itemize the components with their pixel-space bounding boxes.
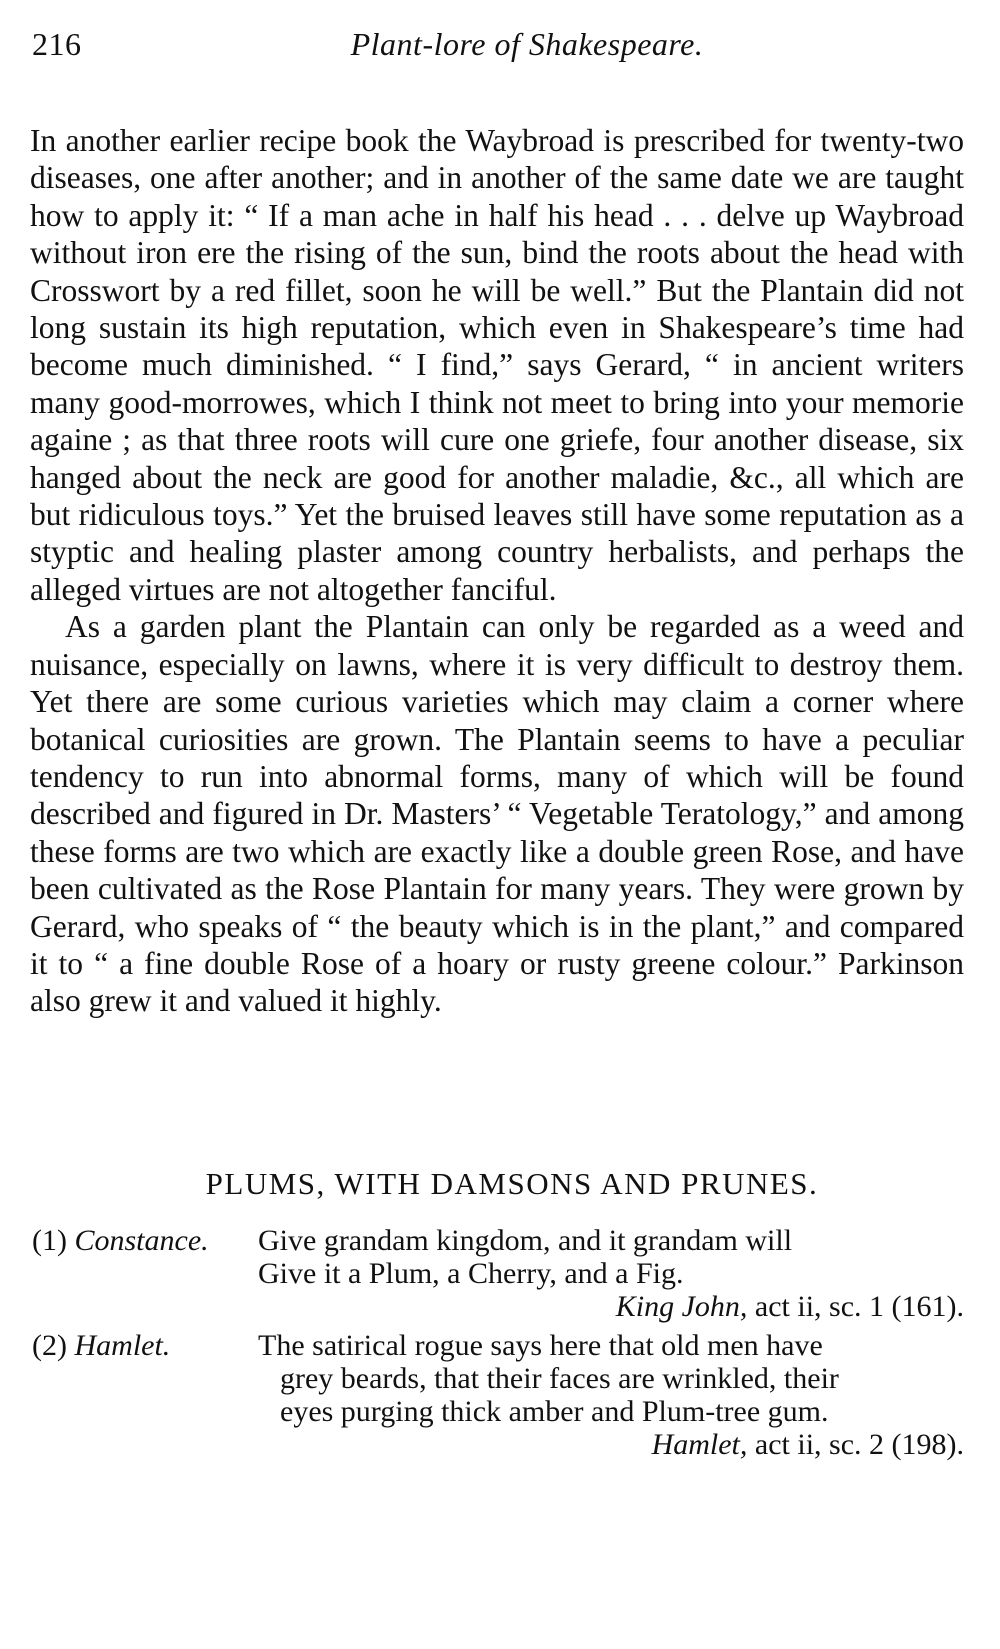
quotation-citation (258, 1428, 964, 1461)
prose-line: eyes purging thick amber and Plum-tree gum. (280, 1394, 829, 1428)
quotation-label (32, 1224, 209, 1257)
book-page (30, 22, 964, 1467)
citation-reference: act ii, sc. 1 (161). (754, 1289, 964, 1323)
citation-reference: act ii, sc. 2 (198). (754, 1427, 964, 1461)
quotation (30, 1224, 964, 1323)
verse-line: Give it a Plum, a Cherry, and a Fig. (258, 1256, 684, 1290)
quotation-number: (2) (32, 1328, 67, 1362)
quotation-list (30, 1224, 964, 1461)
paragraph: In another earlier recipe book the Waybroad is prescribed for twenty-two diseases, one after another; and in another of the same date we are taught how to apply it: “ If a man ache in half his head . . . delve up Waybroad without iron ere the rising of the sun, bind the roots about the head with Crosswort by a red fillet, soon he will be well.” But the Plantain did not long sustain its high reputation, which even in Shakespeare’s time had become much diminished. “ I find,” says Gerard, “ in ancient writers many good-morrowes, which I think not meet to bring into your memorie againe ; as that three roots will cure one griefe, four another disease, six hanged about the neck are good for another maladie, &c., all which are but ridiculous toys.” Yet the bruised leaves still have some reputation as a styptic and healing plaster among country herbalists, and perhaps the alleged virtues are not altogether fanciful. (30, 123, 964, 607)
quotation-citation (258, 1290, 964, 1323)
quotation-lines (258, 1329, 964, 1461)
quotation (30, 1329, 964, 1461)
quotation-speaker: Constance. (74, 1223, 209, 1257)
citation-work: Hamlet, (651, 1427, 748, 1461)
quotation-speaker: Hamlet. (74, 1328, 171, 1362)
verse-line: Give grandam kingdom, and it grandam will (258, 1223, 793, 1257)
body-text (30, 122, 964, 1020)
section-heading: PLUMS, WITH DAMSONS AND PRUNES. (205, 1165, 819, 1201)
quotation-number: (1) (32, 1223, 67, 1257)
prose-line: The satirical rogue says here that old men have (258, 1328, 823, 1362)
quotation-label (32, 1329, 170, 1362)
page-number: 216 (32, 26, 82, 62)
page-header (30, 22, 964, 68)
prose-line: grey beards, that their faces are wrinkled, their (280, 1361, 839, 1395)
citation-work: King John, (615, 1289, 748, 1323)
paragraph: As a garden plant the Plantain can only be regarded as a weed and nuisance, especially on lawns, where it is very difficult to destroy them. Yet there are some curious varieties which may claim a corner where botanical curiosities are grown. The Plantain seems to have a peculiar tendency to run into abnormal forms, many of which will be found described and figured in Dr. Masters’ “ Vegetable Teratology,” and among these forms are two which are exactly like a double green Rose, and have been cultivated as the Rose Plantain for many years. They were grown by Gerard, who speaks of “ the beauty which is in the plant,” and compared it to “ a fine double Rose of a hoary or rusty greene colour.” Parkinson also grew it and valued it highly. (30, 609, 964, 1019)
running-title: Plant-lore of Shakespeare. (350, 26, 704, 62)
quotation-lines (258, 1224, 964, 1323)
